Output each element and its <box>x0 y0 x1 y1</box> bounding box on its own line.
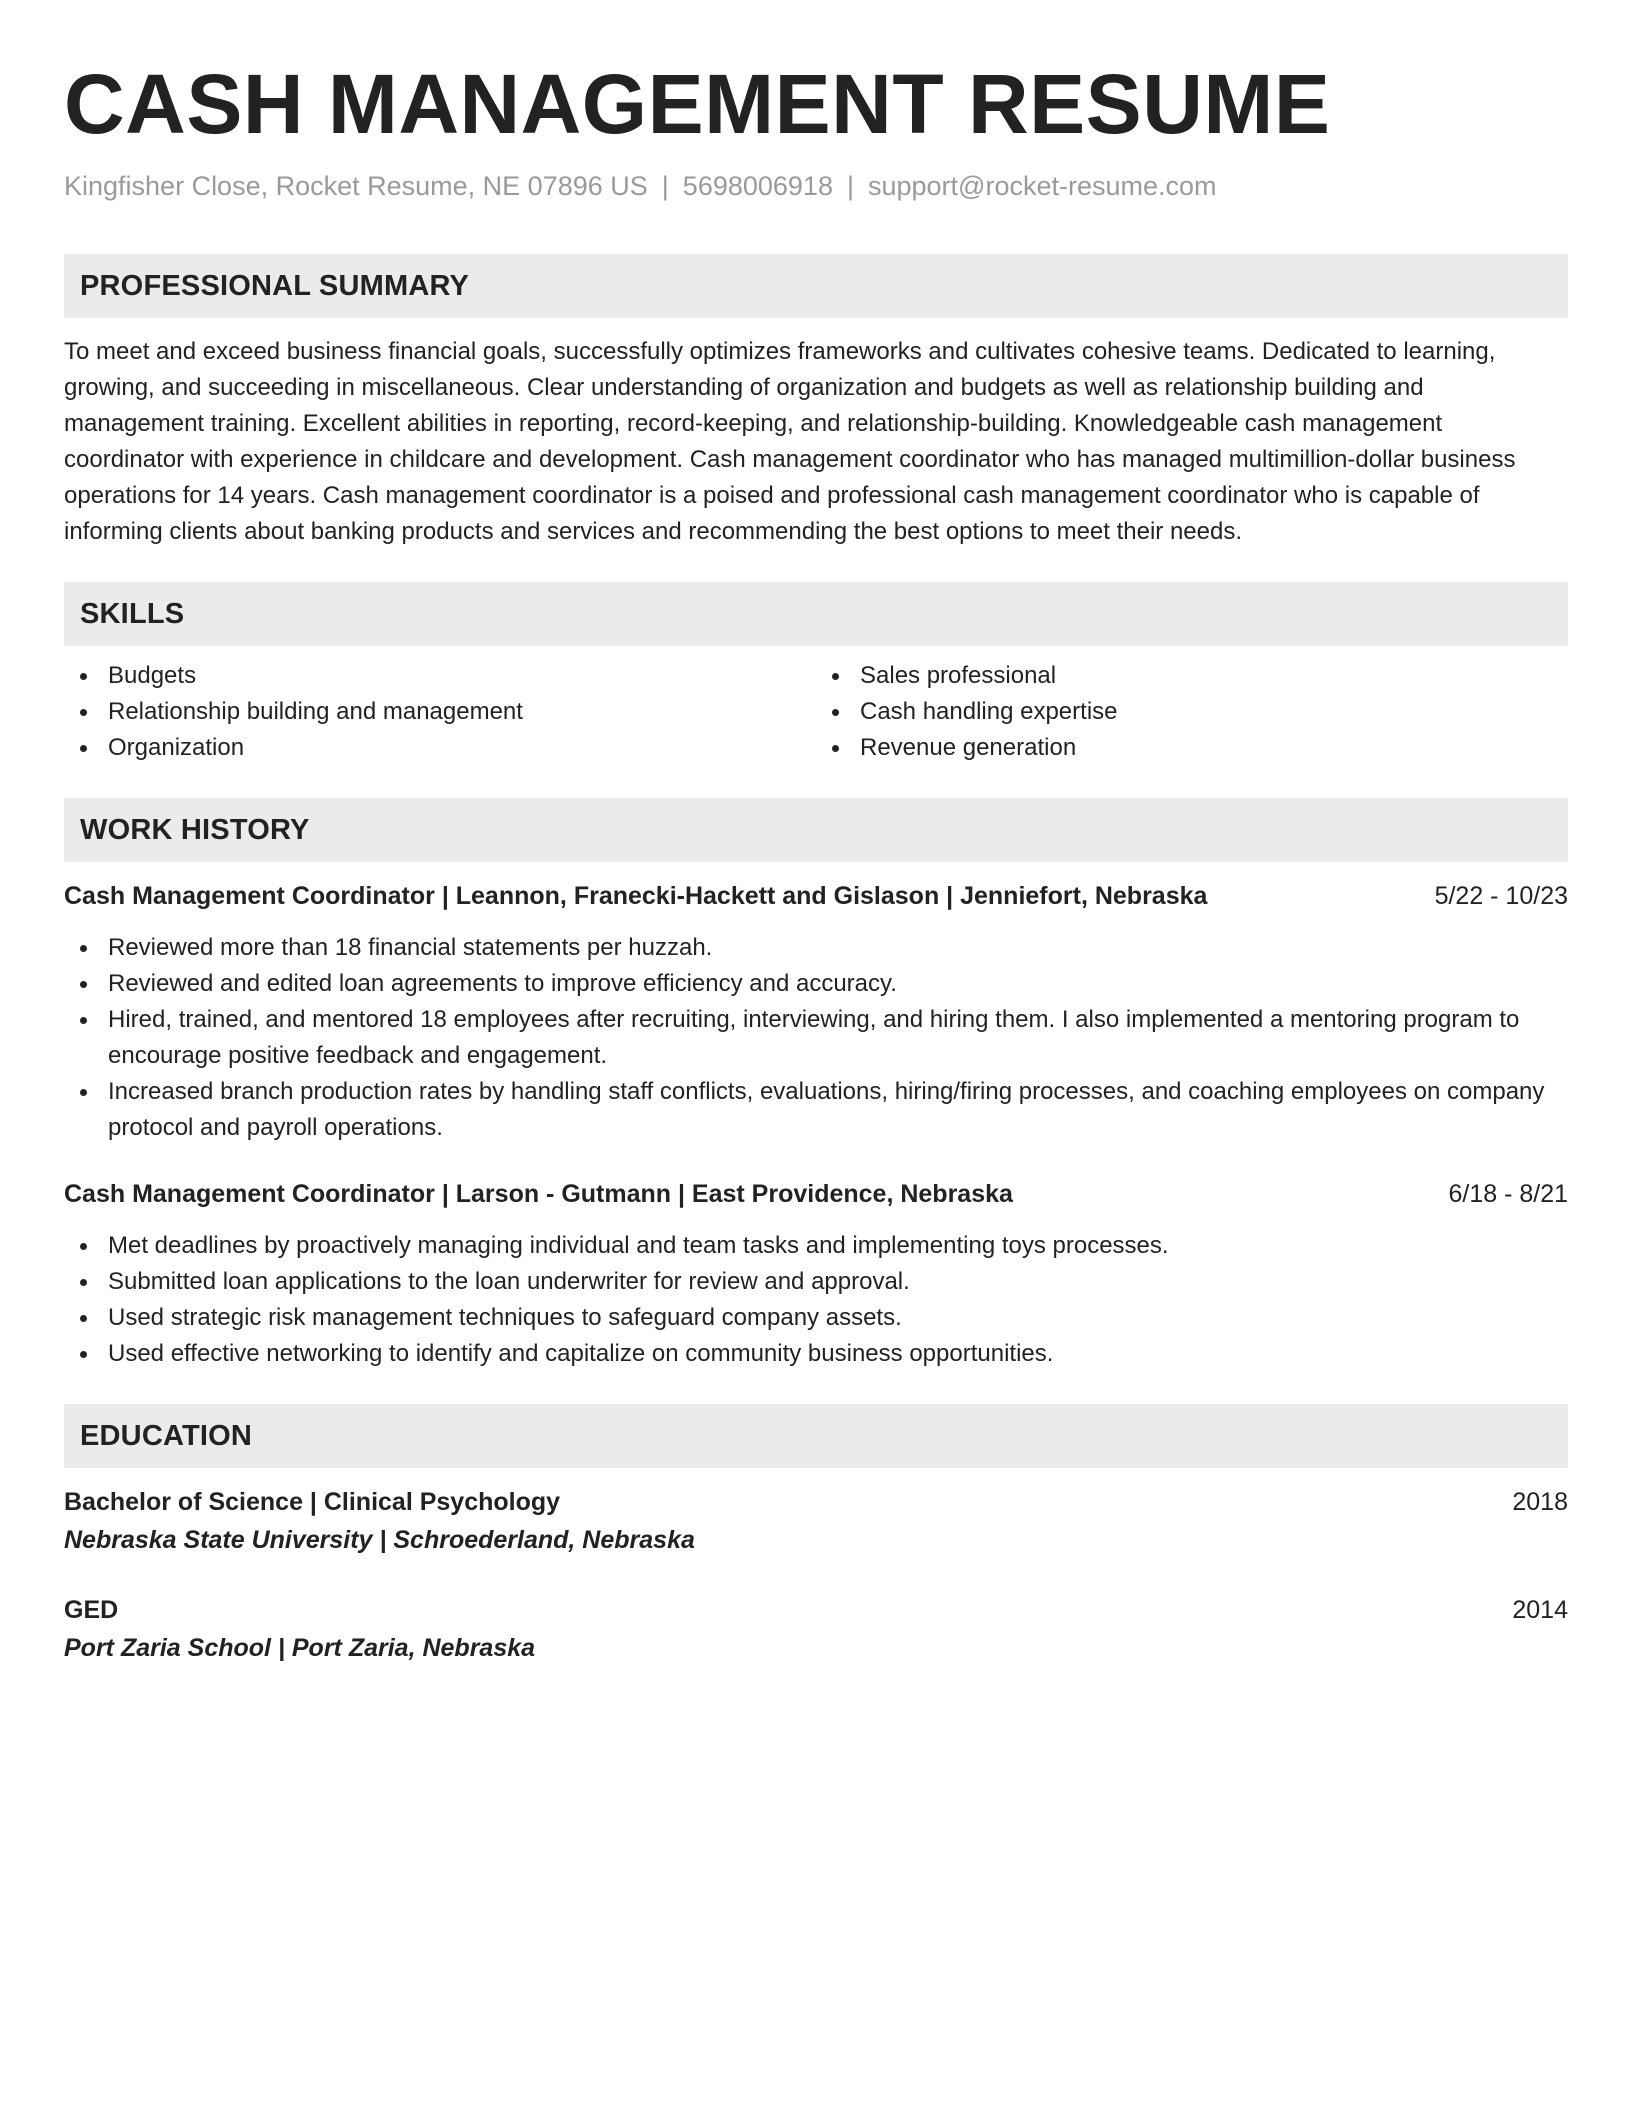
job-bullet: Met deadlines by proactively managing individual and team tasks and implementing toys processes. <box>64 1228 1568 1264</box>
skills-column-left <box>64 658 816 766</box>
job-bullets <box>64 1228 1568 1372</box>
job-bullet: Submitted loan applications to the loan underwriter for review and approval. <box>64 1264 1568 1300</box>
contact-phone: 5698006918 <box>682 171 833 201</box>
job-dates: 5/22 - 10/23 <box>1434 882 1568 910</box>
education-header <box>64 1592 1568 1628</box>
job-header <box>64 878 1568 914</box>
education-school: Port Zaria School | Port Zaria, Nebraska <box>64 1634 536 1662</box>
skill-item: Relationship building and management <box>64 694 816 730</box>
job-dates: 6/18 - 8/21 <box>1448 1180 1568 1208</box>
job-bullet: Hired, trained, and mentored 18 employees after recruiting, interviewing, and hiring them. I also implemented a mentoring program to encourage positive feedback and engagement. <box>64 1002 1568 1074</box>
job-bullet: Reviewed more than 18 financial statements per huzzah. <box>64 930 1568 966</box>
job-bullet: Used effective networking to identify and capitalize on community business opportunities. <box>64 1336 1568 1372</box>
contact-separator: | <box>846 171 854 201</box>
education-degree: Bachelor of Science | Clinical Psychology <box>64 1488 561 1516</box>
education-entry <box>64 1592 1568 1668</box>
job-bullet: Reviewed and edited loan agreements to improve efficiency and accuracy. <box>64 966 1568 1002</box>
contact-separator: | <box>661 171 669 201</box>
job-bullet: Increased branch production rates by handling staff conflicts, evaluations, hiring/firing processes, and coaching employees on company protocol and payroll operations. <box>64 1074 1568 1146</box>
job-bullets <box>64 930 1568 1146</box>
skills-column-right <box>816 658 1568 766</box>
job-title: Cash Management Coordinator | Leannon, Franecki-Hackett and Gislason | Jenniefort, Nebraska <box>64 882 1208 910</box>
skill-item: Cash handling expertise <box>816 694 1568 730</box>
education-degree: GED <box>64 1596 119 1624</box>
job-bullet: Used strategic risk management techniques to safeguard company assets. <box>64 1300 1568 1336</box>
job-entry <box>64 878 1568 1146</box>
section-header-skills: SKILLS <box>64 582 1568 646</box>
job-title: Cash Management Coordinator | Larson - Gutmann | East Providence, Nebraska <box>64 1180 1013 1208</box>
education-entry <box>64 1484 1568 1560</box>
education-year: 2018 <box>1512 1488 1568 1516</box>
contact-line <box>64 168 1568 204</box>
summary-text: To meet and exceed business financial goals, successfully optimizes frameworks and cultivates cohesive teams. Dedicated to learning, growing, and succeeding in miscellaneous. Clear understanding of organization and budgets as well as relationship building and management training. Excellent abilities in reporting, record-keeping, and relationship-building. Knowledgeable cash management coordinator with experience in childcare and development. Cash management coordinator who has managed multimillion-dollar business operations for 14 years. Cash management coordinator is a poised and professional cash management coordinator who is capable of informing clients about banking products and services and recommending the best options to meet their needs. <box>64 338 1516 545</box>
skills-list <box>64 658 1568 766</box>
contact-address: Kingfisher Close, Rocket Resume, NE 07896 US <box>64 171 648 201</box>
skill-item: Sales professional <box>816 658 1568 694</box>
skill-item: Revenue generation <box>816 730 1568 766</box>
skill-item: Budgets <box>64 658 816 694</box>
skill-item: Organization <box>64 730 816 766</box>
education-school: Nebraska State University | Schroederland, Nebraska <box>64 1526 695 1554</box>
section-header-work-history: WORK HISTORY <box>64 798 1568 862</box>
section-header-summary: PROFESSIONAL SUMMARY <box>64 254 1568 318</box>
contact-email: support@rocket-resume.com <box>867 171 1217 201</box>
education-year: 2014 <box>1512 1596 1568 1624</box>
section-header-education: EDUCATION <box>64 1404 1568 1468</box>
resume-title: CASH MANAGEMENT RESUME <box>64 57 1331 151</box>
job-entry <box>64 1176 1568 1372</box>
education-header <box>64 1484 1568 1520</box>
job-header <box>64 1176 1568 1212</box>
